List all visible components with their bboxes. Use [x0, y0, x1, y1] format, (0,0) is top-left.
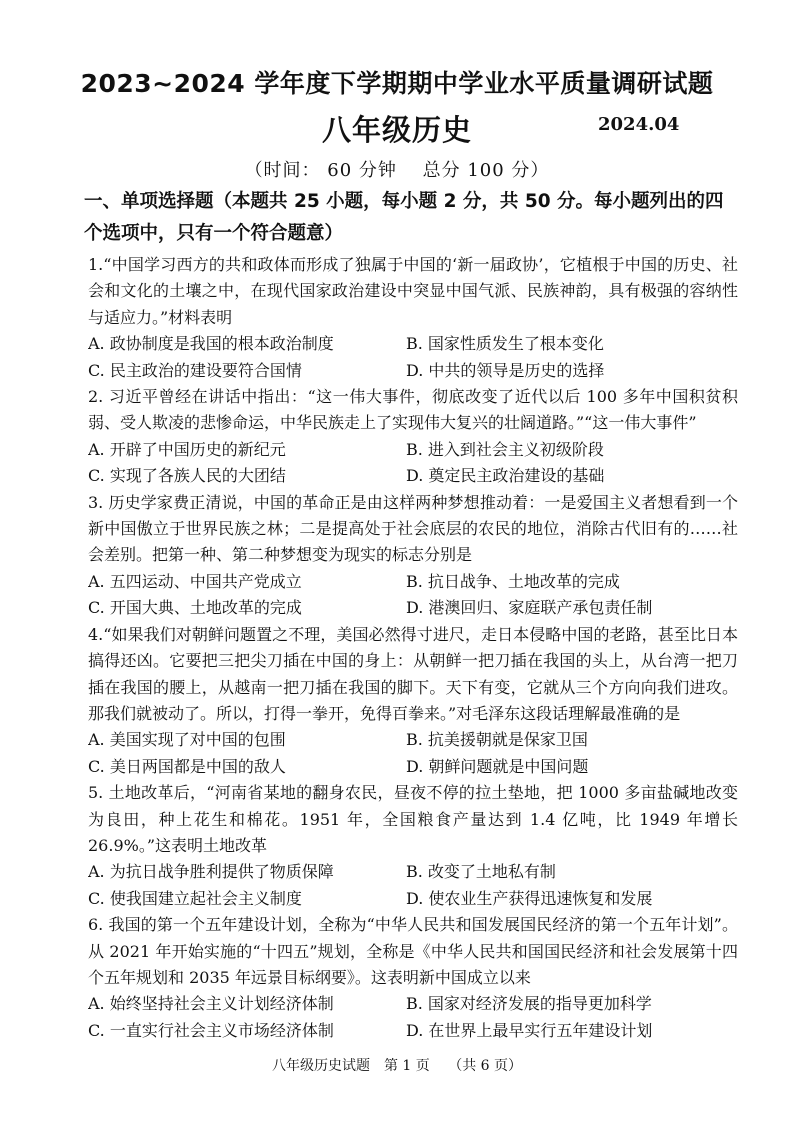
- option-c: C. 美日两国都是中国的敌人: [88, 756, 286, 776]
- option-grid: [88, 569, 738, 622]
- question-6: [88, 912, 738, 1044]
- option-c: C. 使我国建立起社会主义制度: [88, 888, 302, 908]
- option-grid: [88, 331, 738, 384]
- question-1: [88, 252, 738, 384]
- option-b: B. 国家对经济发展的指导更加科学: [406, 994, 652, 1014]
- question-stem: 3. 历史学家费正清说，中国的革命正是由这样两种梦想推动着：一是爱国主义者想看到一个新中国傲立于世界民族之林；二是提高处于社会底层的农民的地位，消除古代旧有的……社会差别。把第一种、第二种梦想变为现实的标志分别是: [88, 492, 738, 565]
- exam-title: 2023~2024 学年度下学期期中学业水平质量调研试题: [80, 69, 714, 98]
- option-d: D. 朝鲜问题就是中国问题: [406, 756, 589, 776]
- exam-time-score: （时间： 60 分钟 总分 100 分）: [244, 160, 550, 181]
- question-5: [88, 780, 738, 912]
- question-stem: 6. 我国的第一个五年建设计划，全称为“中华人民共和国发展国民经济的第一个五年计划”。从 2021 年开始实施的“十四五”规划，全称是《中华人民共和国国民经济和社会发展第十四个五年规划和 2035 年远景目标纲要》。这表明新中国成立以来: [88, 915, 738, 987]
- question-3: [88, 490, 738, 622]
- option-a: A. 开辟了中国历史的新纪元: [88, 439, 286, 459]
- option-grid: [88, 437, 738, 490]
- option-b: B. 抗美援朝就是保家卫国: [406, 730, 588, 750]
- option-a: A. 始终坚持社会主义计划经济体制: [88, 994, 334, 1014]
- question-stem: 1.“中国学习西方的共和政体而形成了独属于中国的‘新一届政协’，它植根于中国的历史、社会和文化的土壤之中，在现代国家政治建设中突显中国气派、民族神韵，具有极强的容纳性与适应力。”材料表明: [88, 255, 738, 327]
- question-2: [88, 384, 738, 490]
- option-d: D. 在世界上最早实行五年建设计划: [406, 1020, 653, 1040]
- option-grid: [88, 859, 738, 912]
- question-stem: 4.“如果我们对朝鲜问题置之不理，美国必然得寸进尺，走日本侵略中国的老路，甚至比日本搞得还凶。它要把三把尖刀插在中国的身上：从朝鲜一把刀插在我国的头上，从台湾一把刀插在我国的腰上，从越南一把刀插在我国的脚下。天下有变，它就从三个方向向我们进攻。那我们就被动了。所以，打得一拳开，免得百拳来。”对毛泽东这段话理解最准确的是: [88, 624, 738, 723]
- option-a: A. 为抗日战争胜利提供了物质保障: [88, 862, 334, 882]
- question-stem: 5. 土地改革后，“河南省某地的翻身农民，昼夜不停的拉土垫地，把 1000 多亩盐碱地改变为良田，种上花生和棉花。1951 年，全国粮食产量达到 1.4 亿吨，比 1949 年增长 26.9%。”这表明土地改革: [88, 783, 738, 855]
- section-heading: 一、单项选择题（本题共 25 小题，每小题 2 分，共 50 分。每小题列出的四个选项中，只有一个符合题意）: [84, 191, 724, 244]
- option-grid: [88, 727, 738, 780]
- option-b: B. 抗日战争、土地改革的完成: [406, 571, 620, 591]
- option-c: C. 实现了各族人民的大团结: [88, 466, 286, 486]
- page-footer: 八年级历史试题 第 1 页 （共 6 页）: [271, 1058, 523, 1074]
- option-c: C. 一直实行社会主义市场经济体制: [88, 1020, 334, 1040]
- option-d: D. 奠定民主政治建设的基础: [406, 466, 605, 486]
- option-b: B. 进入到社会主义初级阶段: [406, 439, 604, 459]
- option-a: A. 政协制度是我国的根本政治制度: [88, 334, 334, 354]
- option-d: D. 使农业生产获得迅速恢复和发展: [406, 888, 653, 908]
- exam-subject: 八年级历史: [321, 113, 472, 147]
- option-d: D. 中共的领导是历史的选择: [406, 360, 605, 380]
- option-grid: [88, 991, 738, 1044]
- option-a: A. 五四运动、中国共产党成立: [88, 571, 302, 591]
- question-4: [88, 622, 738, 780]
- question-stem: 2. 习近平曾经在讲话中指出：“这一伟大事件，彻底改变了近代以后 100 多年中国积贫积弱、受人欺凌的悲惨命运，中华民族走上了实现伟大复兴的壮阔道路。”“这一伟大事件”: [88, 387, 738, 433]
- option-c: C. 开国大典、土地改革的完成: [88, 598, 302, 618]
- option-d: D. 港澳回归、家庭联产承包责任制: [406, 598, 653, 618]
- option-c: C. 民主政治的建设要符合国情: [88, 360, 302, 380]
- question-list: [88, 252, 738, 1044]
- option-b: B. 改变了土地私有制: [406, 862, 556, 882]
- option-b: B. 国家性质发生了根本变化: [406, 334, 604, 354]
- exam-date: 2024.04: [598, 114, 680, 135]
- option-a: A. 美国实现了对中国的包围: [88, 730, 286, 750]
